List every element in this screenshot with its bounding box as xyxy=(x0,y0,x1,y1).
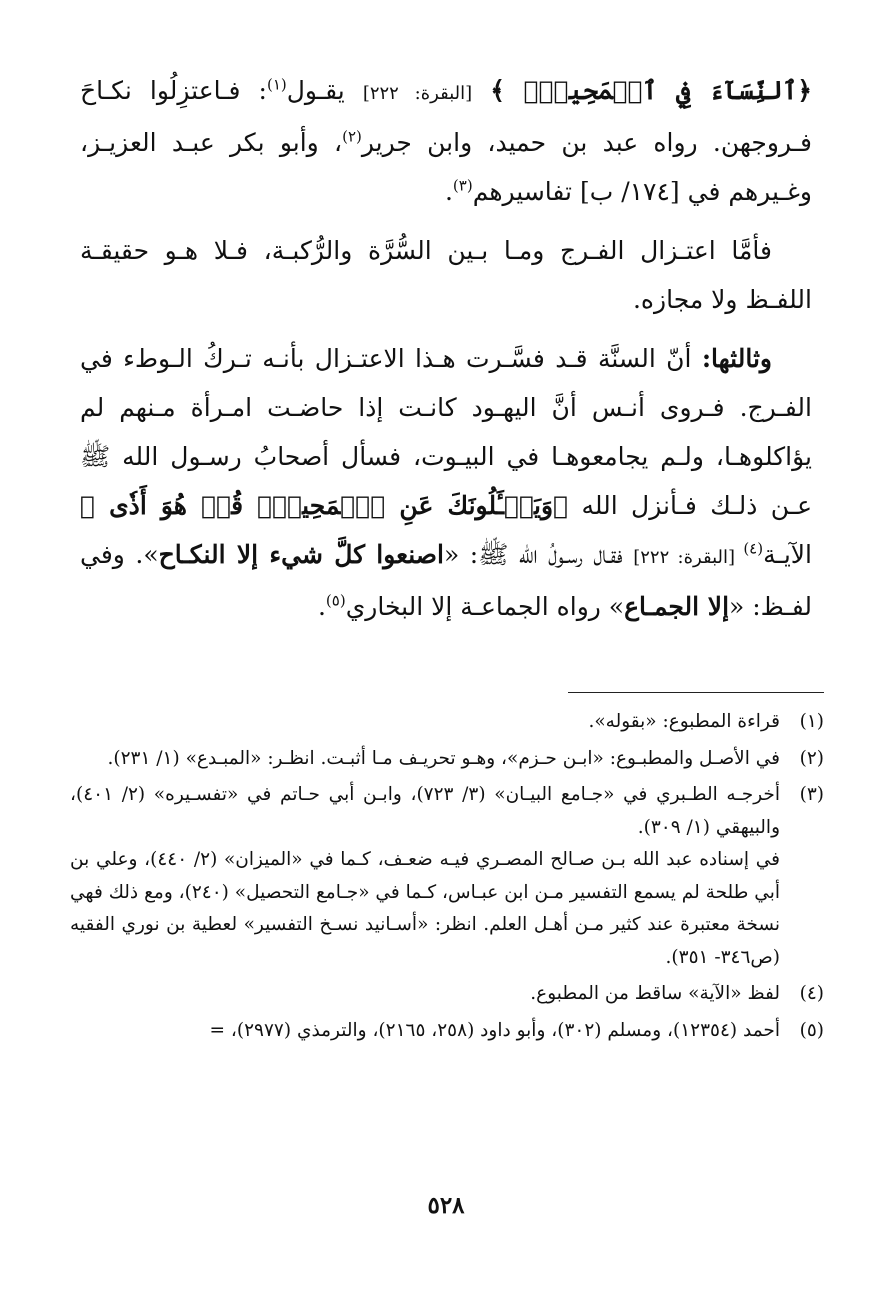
footnote-text: قراءة المطبوع: «بقوله». xyxy=(588,711,780,732)
main-text xyxy=(80,66,812,631)
footnote-body xyxy=(70,743,780,776)
text-run: الآيـة xyxy=(763,540,812,569)
text-run: فقـال رسـولُ الله ﷺ: « xyxy=(443,540,634,569)
quran-verse: ﴿ٱلنِّسَآءَ فِي ٱلۡمَحِيضِۖ ﴾ xyxy=(490,76,812,105)
footnote-number: (٤) xyxy=(799,983,824,1004)
page-number: ٥٢٨ xyxy=(427,1192,465,1219)
footnote-marker: (١) xyxy=(266,75,287,94)
surah-reference: [البقرة: ٢٢٢] xyxy=(362,83,473,104)
footnote-text: أخرجـه الطـبري في «جـامع البيـان» (٣/ ٧٢٣)، وابـن أبي حـاتم في «تفسـيره» (٢/ ٤٠١)، والبيهقي (١/ ٣٠٩). xyxy=(70,784,780,838)
text-run: . xyxy=(444,177,453,206)
footnote-1 xyxy=(70,706,824,739)
footnote-text: في الأصـل والمطبـوع: «ابـن حـزم»، وهـو تحريـف مـا أثبـت. انظـر: «المبـدع» (١/ ٢٣١). xyxy=(107,747,780,769)
footnote-separator xyxy=(568,692,824,693)
text-run: أنّ السنَّة قـد فسَّـرت هـذا الاعتـزال بأنـه تـركُ الـوطء في الفـرج. فـروى أنـس أنَّ اليهـود كانـت إذا حاضـت امـرأة مـنهم لم يؤاكلوهـا، ولـم يجامعوهـا في البيـوت، فسأل أصحابُ رسـول الله ﷺ عـن ذلـك فـأنزل الله xyxy=(80,344,813,520)
footnote-number: (٢) xyxy=(799,747,824,769)
footnote-text: لفظ «الآية» ساقط من المطبوع. xyxy=(530,983,780,1004)
footnote-2 xyxy=(70,743,824,776)
footnote-5 xyxy=(70,1015,824,1048)
footnotes xyxy=(70,706,824,1051)
text-run: يقـول xyxy=(286,76,345,105)
text-run: . xyxy=(317,592,326,621)
paragraph-2: فأمَّا اعتـزال الفـرج ومـا بـين السُّرَّة والرُّكبـة، فـلا هـو حقيقـة اللفـظ ولا مجازه. xyxy=(80,236,812,314)
footnote-4 xyxy=(70,978,824,1011)
hadith-quote: إلا الجمـاع xyxy=(624,592,730,621)
footnote-text: أحمد (١٢٣٥٤)، ومسلم (٣٠٢)، وأبو داود (٢٥٨، ٢١٦٥)، والترمذي (٢٩٧٧)، = xyxy=(209,1019,780,1041)
footnote-3 xyxy=(70,779,824,974)
footnote-body xyxy=(70,978,780,1011)
footnote-marker: (٢) xyxy=(342,127,362,146)
surah-reference: [البقرة: ٢٢٢] xyxy=(633,547,744,568)
text-run: » رواه الجماعـة إلا البخاري xyxy=(345,592,625,621)
footnote-number: (٣) xyxy=(799,784,824,805)
footnote-number: (١) xyxy=(799,711,824,732)
text-run: ». وفي لفـظ: « xyxy=(80,540,812,621)
paragraph-3 xyxy=(80,334,812,631)
paragraph-1 xyxy=(80,66,812,216)
text-run: ، وأبو بكر عبـد العزيـز، وغـيرهم في [١٧٤/ ب] تفاسيرهم xyxy=(80,128,812,206)
footnote-marker: (٣) xyxy=(452,176,473,195)
footnote-marker: (٥) xyxy=(325,591,346,610)
footnote-body xyxy=(70,706,780,739)
footnote-body xyxy=(70,1015,780,1048)
paragraph-lead: وثالثها: xyxy=(701,344,772,373)
quran-verse: ﴿وَيَسۡـَٔلُونَكَ عَنِ ٱلۡمَحِيضِۖ قُلۡ هُوَ أَذٗى ﴾ xyxy=(80,491,569,520)
text-run: : فـاعتزِلُوا نكـاحَ فـروجهن. رواه عبد بن حميد، وابن جرير xyxy=(80,76,812,157)
footnote-marker: (٤) xyxy=(743,539,764,558)
hadith-quote: اصنعوا كلَّ شيء إلا النكـاح xyxy=(158,540,444,569)
footnote-number: (٥) xyxy=(799,1019,824,1041)
footnote-body xyxy=(70,779,780,974)
footnote-text: في إسناده عبد الله بـن صـالح المصـري فيـه ضعـف، كـما في «الميزان» (٢/ ٤٤٠)، وعلي بن أبي طلحة لم يسمع التفسير مـن ابن عبـاس، كـما في «جـامع التحصيل» (٢٤٠)، ومع ذلك فهي نسخة معتبرة عند كثير مـن أهـل العلم. انظر: «أسـانيد نسـخ التفسير» لعطية بن نوري الفقيه (ص٣٤٦- ٣٥١). xyxy=(70,849,780,968)
